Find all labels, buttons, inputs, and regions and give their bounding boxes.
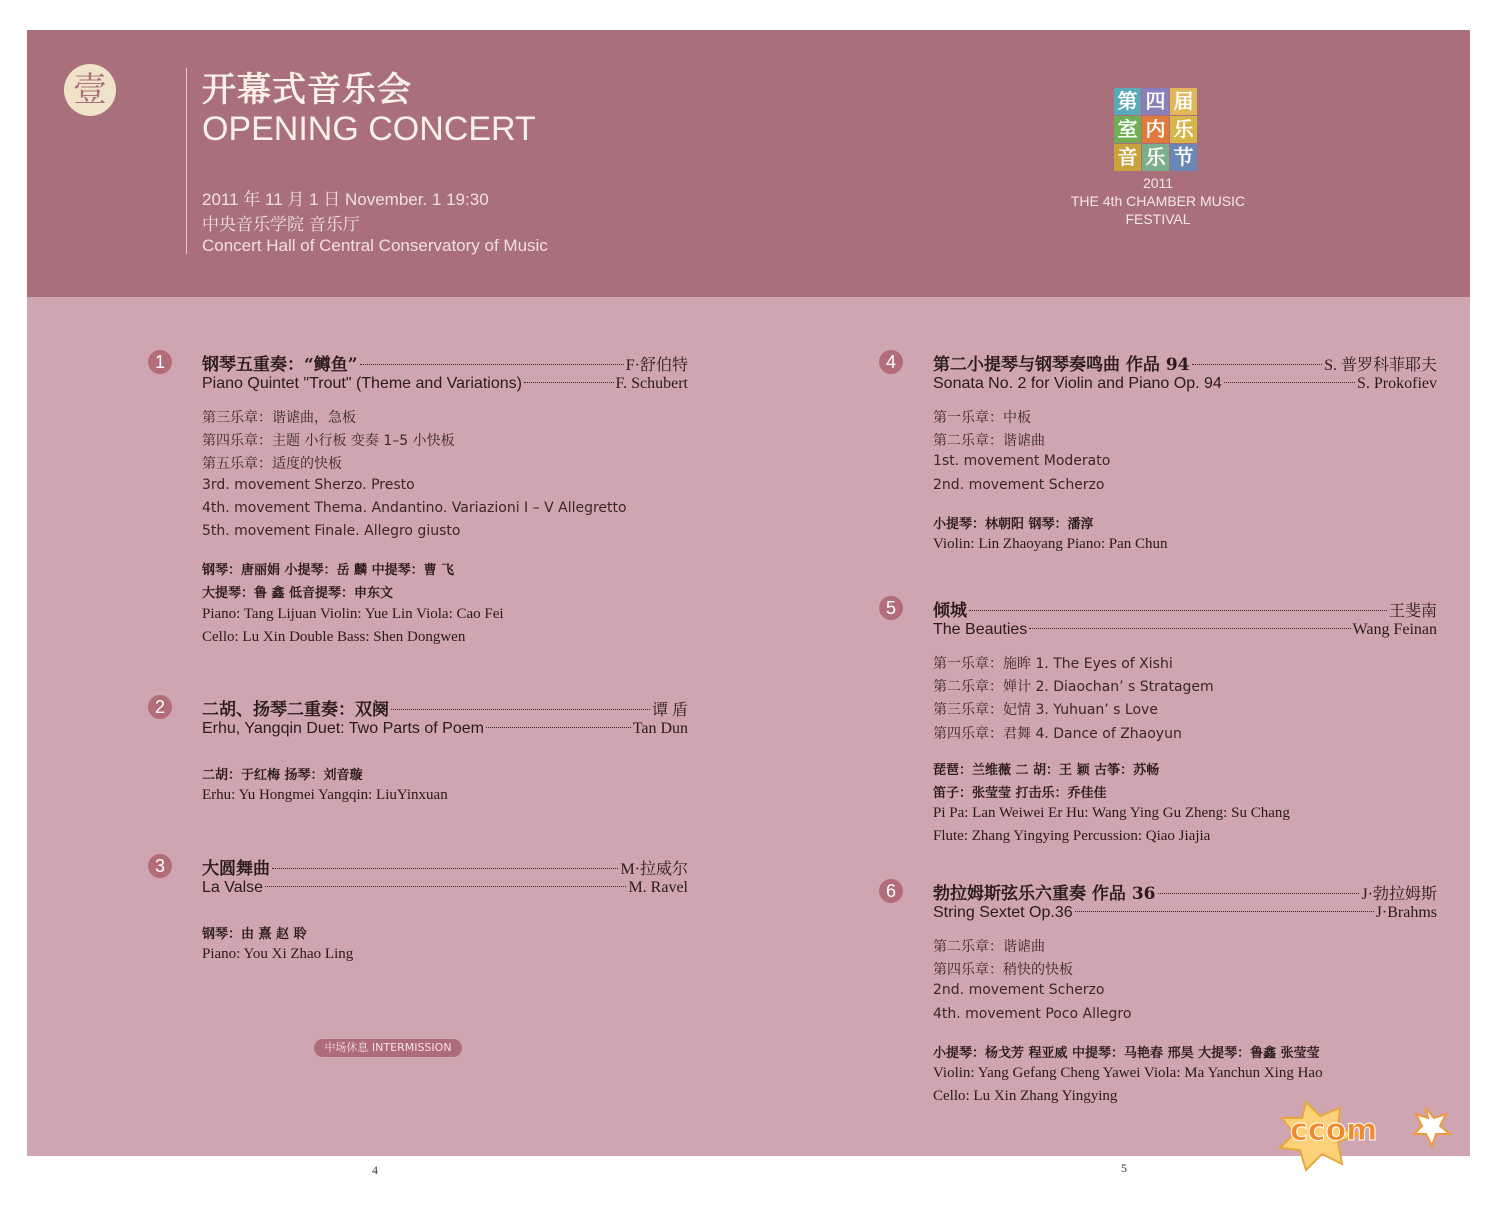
festival-logo-char: 乐: [1142, 144, 1169, 171]
piece-composer-cn: F·舒伯特: [625, 357, 688, 374]
performers-cn: 小提琴：杨戈芳 程亚威 中提琴：马艳春 邢昊 大提琴：鲁鑫 张莹莹: [933, 1045, 1320, 1061]
leader-dots: [1158, 892, 1360, 894]
movement-line: 第四乐章：君舞 4. Dance of Zhaoyun: [933, 725, 1182, 742]
piece-number: 2: [148, 695, 172, 719]
movement-line: 4th. movement Poco Allegro: [933, 1005, 1132, 1022]
piece-title-en-line: [933, 375, 1437, 393]
festival-logo-char: 内: [1142, 116, 1169, 143]
movement-line: 第四乐章：稍快的快板: [933, 962, 1073, 979]
piece-composer-en: S. Prokofiev: [1357, 375, 1437, 392]
concert-title-cn: 开幕式音乐会: [202, 70, 412, 110]
piece-number: 4: [879, 350, 903, 374]
piece-composer-en: J·Brahms: [1375, 904, 1437, 921]
piece-number: 5: [879, 596, 903, 620]
ccom-watermark-text: ccom: [1290, 1113, 1378, 1148]
festival-logo: [1114, 88, 1198, 172]
ccom-watermark-logo: [1276, 1094, 1454, 1174]
movement-line: 第二乐章：谐谑曲: [933, 433, 1045, 450]
leader-dots: [1029, 627, 1350, 629]
piece-title-en: Sonata No. 2 for Violin and Piano Op. 94: [933, 375, 1222, 392]
festival-logo-char: 音: [1114, 144, 1141, 171]
piece-title-cn-line: [933, 596, 1437, 621]
movement-line: 2nd. movement Scherzo: [933, 982, 1105, 999]
movement-line: 第五乐章：适度的快板: [202, 456, 342, 473]
piece-composer-en: Tan Dun: [632, 720, 688, 737]
header-divider: [186, 68, 187, 254]
performers-en: Erhu: Yu Hongmei Yangqin: LiuYinxuan: [202, 787, 448, 804]
movement-line: 5th. movement Finale. Allegro giusto: [202, 523, 461, 539]
performers-en: Flute: Zhang Yingying Percussion: Qiao Jiajia: [933, 828, 1211, 845]
piece-title-en-line: [933, 621, 1437, 639]
page-number-right: 5: [1121, 1161, 1127, 1175]
piece-composer-cn: M·拉威尔: [620, 861, 688, 878]
piece-title-en-line: [202, 879, 688, 897]
movement-line: 3rd. movement Sherzo. Presto: [202, 476, 415, 493]
festival-logo-char: 四: [1142, 88, 1169, 115]
performers-cn: 笛子：张莹莹 打击乐：乔佳佳: [933, 786, 1107, 801]
piece-title-cn: 倾城: [933, 601, 967, 621]
performers-en: Cello: Lu Xin Zhang Yingying: [933, 1088, 1118, 1105]
piece-title-en-line: [202, 720, 688, 738]
piece-title-cn: 钢琴五重奏：“鳟鱼”: [202, 355, 358, 375]
movement-line: 第一乐章：中板: [933, 410, 1031, 426]
movement-line: 4th. movement Thema. Andantino. Variazioni Ⅰ – Ⅴ Allegretto: [202, 499, 627, 516]
piece-title-cn: 勃拉姆斯弦乐六重奏 作品 36: [933, 884, 1156, 904]
performers-en: Piano: You Xi Zhao Ling: [202, 946, 354, 963]
performers-cn: 钢琴：由 熹 赵 聆: [202, 927, 307, 942]
piece-composer-cn: 王斐南: [1388, 603, 1437, 620]
piece-title-en: Erhu, Yangqin Duet: Two Parts of Poem: [202, 720, 484, 737]
piece-composer-en: F. Schubert: [615, 375, 688, 392]
piece-composer-cn: 谭 盾: [651, 702, 688, 719]
piece-number: 6: [879, 879, 903, 903]
performers-en: Violin: Yang Gefang Cheng Yawei Viola: Ma Yanchun Xing Hao: [933, 1065, 1323, 1081]
piece-title-cn: 二胡、扬琴二重奏：双阕: [202, 700, 389, 720]
performers-en: Cello: Lu Xin Double Bass: Shen Dongwen: [202, 628, 466, 645]
leader-dots: [1075, 910, 1374, 912]
piece-title-cn-line: [933, 350, 1437, 375]
movement-line: 第二乐章：谐谑曲: [933, 939, 1045, 955]
festival-name-line1: THE 4th CHAMBER MUSIC: [1070, 193, 1246, 209]
performers-cn: 小提琴：林朝阳 钢琴：潘淳: [933, 516, 1094, 532]
performers-cn: 琵琶：兰维薇 二 胡：王 颖 古筝：苏畅: [933, 762, 1160, 778]
piece-title-cn: 第二小提琴与钢琴奏鸣曲 作品 94: [933, 355, 1190, 375]
piece-title-cn-line: [933, 879, 1437, 904]
festival-name-line2: FESTIVAL: [1125, 211, 1191, 227]
movement-line: 第三乐章：妃情 3. Yuhuan’ s Love: [933, 702, 1158, 719]
piece-composer-cn: S. 普罗科菲耶夫: [1324, 357, 1437, 374]
piece-title-en-line: [933, 904, 1437, 922]
movement-line: 第一乐章：施眸 1. The Eyes of Xishi: [933, 656, 1173, 672]
piece-composer-en: M. Ravel: [628, 879, 688, 896]
performers-en: Pi Pa: Lan Weiwei Er Hu: Wang Ying Gu Zheng: Su Chang: [933, 805, 1290, 822]
piece-number: 3: [148, 854, 172, 878]
leader-dots: [265, 885, 626, 887]
leader-dots: [391, 708, 650, 710]
performers-cn: 二胡：于红梅 扬琴：刘音璇: [202, 768, 363, 783]
piece-title-cn-line: [202, 350, 688, 375]
piece-title-cn: 大圆舞曲: [202, 859, 270, 879]
piece-title-cn-line: [202, 695, 688, 720]
piece-title-en: The Beauties: [933, 621, 1028, 638]
festival-logo-char: 节: [1170, 144, 1197, 171]
leader-dots: [969, 609, 1387, 611]
movement-line: 第二乐章：婵计 2. Diaochan’ s Stratagem: [933, 679, 1214, 696]
performers-en: Piano: Tang Lijuan Violin: Yue Lin Viola: Cao Fei: [202, 605, 504, 622]
piece-title-en: La Valse: [202, 879, 264, 896]
festival-logo-char: 室: [1114, 116, 1141, 143]
performers-cn: 大提琴：鲁 鑫 低音提琴：申东文: [202, 586, 394, 602]
leader-dots: [524, 381, 614, 383]
piece-number: 1: [148, 350, 172, 374]
piece-title-en-line: [202, 375, 688, 393]
movement-line: 2nd. movement Scherzo: [933, 476, 1105, 493]
piece-composer-cn: J·勃拉姆斯: [1361, 886, 1437, 903]
concert-venue-cn: 中央音乐学院 音乐厅: [202, 215, 360, 234]
performers-en: Violin: Lin Zhaoyang Piano: Pan Chun: [933, 536, 1168, 552]
piece-title-cn-line: [202, 854, 688, 879]
concert-number-badge: 壹: [64, 64, 116, 116]
leader-dots: [486, 726, 631, 728]
festival-logo-char: 届: [1170, 88, 1197, 115]
concert-date: 2011 年 11 月 1 日 November. 1 19:30: [202, 190, 489, 209]
leader-dots: [1224, 381, 1355, 383]
movement-line: 第三乐章：谐谑曲，急板: [202, 410, 356, 426]
concert-venue-en: Concert Hall of Central Conservatory of Music: [202, 236, 548, 255]
leader-dots: [1192, 363, 1323, 365]
concert-title-en: OPENING CONCERT: [202, 110, 536, 148]
performers-cn: 钢琴：唐丽娟 小提琴：岳 麟 中提琴：曹 飞: [202, 563, 455, 579]
festival-year: 2011: [1142, 175, 1174, 191]
piece-composer-en: Wang Feinan: [1352, 621, 1437, 638]
page-number-left: 4: [372, 1163, 378, 1177]
festival-logo-char: 乐: [1170, 116, 1197, 143]
leader-dots: [272, 867, 618, 869]
piece-title-en: String Sextet Op.36: [933, 904, 1073, 921]
leader-dots: [360, 363, 624, 365]
piece-title-en: Piano Quintet "Trout" (Theme and Variations): [202, 375, 522, 392]
intermission-tag: 中场休息 INTERMISSION: [314, 1039, 462, 1057]
movement-line: 第四乐章：主题 小行板 变奏 1–5 小快板: [202, 433, 455, 450]
festival-logo-char: 第: [1114, 88, 1141, 115]
movement-line: 1st. movement Moderato: [933, 453, 1111, 470]
